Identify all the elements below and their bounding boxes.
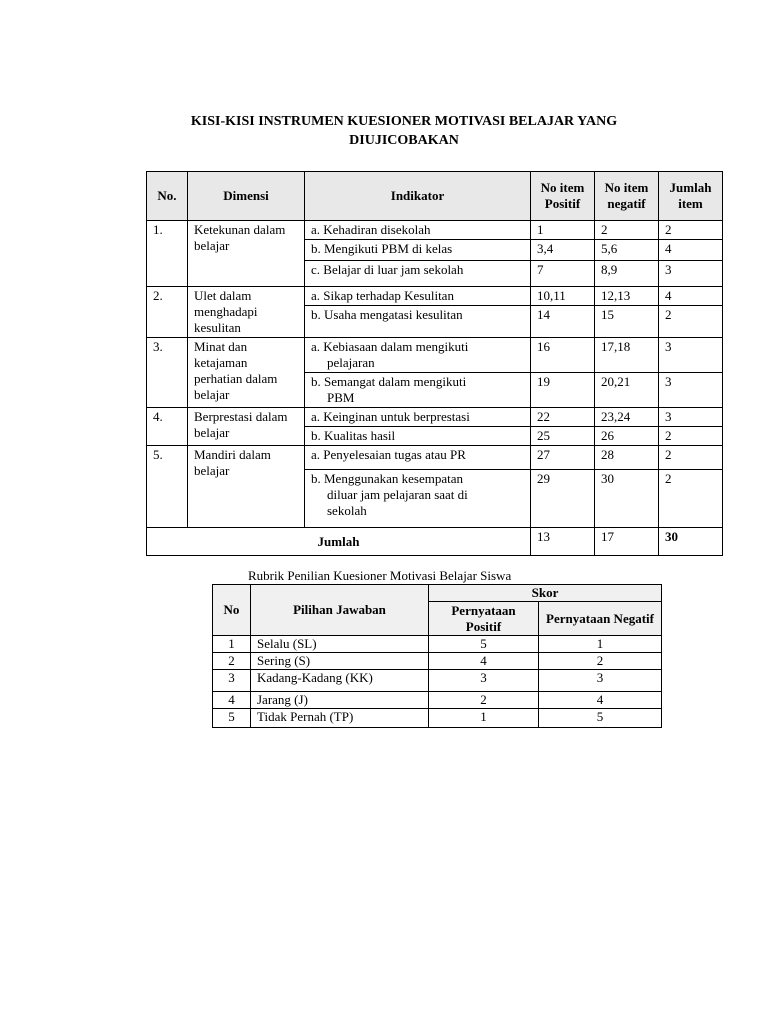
row-1b-positif: 3,4	[531, 240, 595, 261]
row-3b-indikator-line-2: PBM	[327, 390, 355, 405]
total-jumlah: 30	[659, 528, 723, 556]
rubrik-header-skor: Skor	[429, 585, 662, 602]
row-3b-indikator-line-1: b. Semangat dalam mengikuti	[311, 374, 467, 389]
rubrik-row-3-pilihan: Kadang-Kadang (KK)	[251, 670, 429, 692]
row-5b-indikator-line-1: b. Menggunakan kesempatan	[311, 471, 463, 486]
row-3b-positif: 19	[531, 373, 595, 408]
row-2-dimensi: Ulet dalam menghadapi kesulitan	[188, 287, 305, 338]
row-5b-indikator	[305, 470, 531, 528]
rubrik-row-2-pilihan: Sering (S)	[251, 653, 429, 670]
row-2-no: 2.	[147, 287, 188, 338]
row-2a-positif: 10,11	[531, 287, 595, 306]
row-5b-positif: 29	[531, 470, 595, 528]
row-3-dimensi: Minat dan ketajaman perhatian dalam belajar	[188, 338, 305, 408]
row-4a-positif: 22	[531, 408, 595, 427]
rubrik-row-4-no: 4	[213, 692, 251, 709]
row-4a-jumlah: 3	[659, 408, 723, 427]
row-1c-indikator: c. Belajar di luar jam sekolah	[305, 261, 531, 287]
row-2a-negatif: 12,13	[595, 287, 659, 306]
rubrik-table	[212, 584, 662, 728]
rubrik-row-2-negatif: 2	[539, 653, 662, 670]
row-5a-jumlah: 2	[659, 446, 723, 470]
row-1a-jumlah: 2	[659, 221, 723, 240]
row-1b-negatif: 5,6	[595, 240, 659, 261]
row-1a-indikator: a. Kehadiran disekolah	[305, 221, 531, 240]
row-5a-indikator: a. Penyelesaian tugas atau PR	[305, 446, 531, 470]
rubrik-row-4-negatif: 4	[539, 692, 662, 709]
row-5b-indikator-line-3: sekolah	[327, 503, 367, 518]
row-3-no: 3.	[147, 338, 188, 408]
row-4b-positif: 25	[531, 427, 595, 446]
row-1-dimensi: Ketekunan dalam belajar	[188, 221, 305, 287]
title-line-1: KISI-KISI INSTRUMEN KUESIONER MOTIVASI BELAJAR YANG	[190, 114, 618, 129]
row-3a-indikator	[305, 338, 531, 373]
row-1a-positif: 1	[531, 221, 595, 240]
row-3a-indikator-line-1: a. Kebiasaan dalam mengikuti	[311, 339, 469, 354]
row-4b-negatif: 26	[595, 427, 659, 446]
rubrik-row-5-pilihan: Tidak Pernah (TP)	[251, 709, 429, 728]
row-5a-negatif: 28	[595, 446, 659, 470]
row-5-dimensi: Mandiri dalam belajar	[188, 446, 305, 528]
row-4a-negatif: 23,24	[595, 408, 659, 427]
row-2b-indikator: b. Usaha mengatasi kesulitan	[305, 306, 531, 338]
rubrik-row-4-positif: 2	[429, 692, 539, 709]
rubrik-row-3-no: 3	[213, 670, 251, 692]
rubrik-row-1-positif: 5	[429, 636, 539, 653]
row-1-no: 1.	[147, 221, 188, 287]
row-2b-negatif: 15	[595, 306, 659, 338]
row-5b-indikator-line-2: diluar jam pelajaran saat di	[327, 487, 468, 502]
rubrik-header-positif: Pernyataan Positif	[429, 602, 539, 636]
total-label: Jumlah	[147, 528, 531, 556]
row-3a-jumlah: 3	[659, 338, 723, 373]
header-negatif: No item negatif	[595, 172, 659, 221]
rubrik-row-3-positif: 3	[429, 670, 539, 692]
row-2a-jumlah: 4	[659, 287, 723, 306]
row-4a-indikator: a. Keinginan untuk berprestasi	[305, 408, 531, 427]
rubrik-row-3-negatif: 3	[539, 670, 662, 692]
rubrik-row-1-pilihan: Selalu (SL)	[251, 636, 429, 653]
document-title	[140, 112, 668, 150]
row-4-dimensi: Berprestasi dalam belajar	[188, 408, 305, 446]
rubrik-row-1-no: 1	[213, 636, 251, 653]
title-line-2: DIUJICOBAKAN	[349, 133, 459, 148]
header-jumlah: Jumlah item	[659, 172, 723, 221]
row-3a-positif: 16	[531, 338, 595, 373]
row-1a-negatif: 2	[595, 221, 659, 240]
row-3b-jumlah: 3	[659, 373, 723, 408]
row-1b-jumlah: 4	[659, 240, 723, 261]
header-no: No.	[147, 172, 188, 221]
row-1c-negatif: 8,9	[595, 261, 659, 287]
row-1c-jumlah: 3	[659, 261, 723, 287]
row-5b-negatif: 30	[595, 470, 659, 528]
total-positif: 13	[531, 528, 595, 556]
kisi-kisi-table	[146, 171, 723, 556]
row-3a-negatif: 17,18	[595, 338, 659, 373]
total-negatif: 17	[595, 528, 659, 556]
row-3b-indikator	[305, 373, 531, 408]
rubrik-row-2-no: 2	[213, 653, 251, 670]
row-3b-negatif: 20,21	[595, 373, 659, 408]
rubrik-row-5-no: 5	[213, 709, 251, 728]
row-1c-positif: 7	[531, 261, 595, 287]
row-1b-indikator: b. Mengikuti PBM di kelas	[305, 240, 531, 261]
rubrik-header-pilihan: Pilihan Jawaban	[251, 585, 429, 636]
row-4b-indikator: b. Kualitas hasil	[305, 427, 531, 446]
header-dimensi: Dimensi	[188, 172, 305, 221]
rubrik-caption: Rubrik Penilian Kuesioner Motivasi Belajar Siswa	[248, 568, 512, 583]
row-4b-jumlah: 2	[659, 427, 723, 446]
row-4-no: 4.	[147, 408, 188, 446]
row-2b-jumlah: 2	[659, 306, 723, 338]
row-2b-positif: 14	[531, 306, 595, 338]
row-2a-indikator: a. Sikap terhadap Kesulitan	[305, 287, 531, 306]
header-positif: No item Positif	[531, 172, 595, 221]
rubrik-row-2-positif: 4	[429, 653, 539, 670]
rubrik-header-negatif: Pernyataan Negatif	[539, 602, 662, 636]
row-5a-positif: 27	[531, 446, 595, 470]
rubrik-row-5-positif: 1	[429, 709, 539, 728]
row-5-no: 5.	[147, 446, 188, 528]
rubrik-row-1-negatif: 1	[539, 636, 662, 653]
rubrik-row-4-pilihan: Jarang (J)	[251, 692, 429, 709]
rubrik-header-no: No	[213, 585, 251, 636]
row-3a-indikator-line-2: pelajaran	[327, 355, 375, 370]
rubrik-row-5-negatif: 5	[539, 709, 662, 728]
header-indikator: Indikator	[305, 172, 531, 221]
row-5b-jumlah: 2	[659, 470, 723, 528]
